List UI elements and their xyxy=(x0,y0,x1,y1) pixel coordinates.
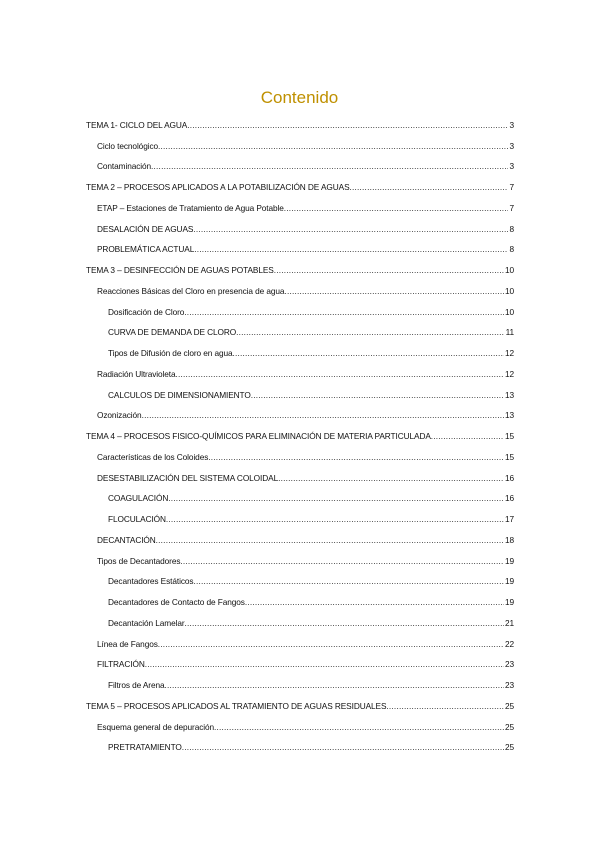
toc-dot-leader xyxy=(233,348,504,362)
toc-entry-page-number[interactable]: 11 xyxy=(505,327,514,338)
toc-entry[interactable] xyxy=(86,445,514,466)
toc-entry[interactable] xyxy=(86,632,514,653)
toc-entry-page-number[interactable]: 25 xyxy=(504,721,514,732)
toc-entry-label[interactable]: TEMA 3 – DESINFECCIÓN DE AGUAS POTABLES xyxy=(86,265,274,275)
toc-dot-leader xyxy=(236,327,504,341)
toc-entry-label[interactable]: Reacciones Básicas del Cloro en presencia de agua xyxy=(97,285,285,296)
toc-dot-leader xyxy=(194,244,508,258)
toc-entry-label[interactable]: Decantadores de Contacto de Fangos xyxy=(108,597,245,607)
toc-entry-page-number[interactable]: 12 xyxy=(504,368,514,379)
toc-entry-page-number[interactable]: 12 xyxy=(504,348,514,358)
toc-dot-leader xyxy=(180,556,504,570)
toc-entry-label[interactable]: Radiación Ultravioleta xyxy=(97,368,176,379)
toc-entry[interactable] xyxy=(86,404,514,425)
toc-entry[interactable] xyxy=(86,715,514,736)
toc-title: Contenido xyxy=(260,88,339,107)
toc-dot-leader xyxy=(158,141,508,155)
toc-entry-page-number[interactable]: 8 xyxy=(509,223,514,234)
toc-entry[interactable] xyxy=(86,673,514,694)
toc-entry-page-number[interactable]: 10 xyxy=(504,306,514,317)
toc-dot-leader xyxy=(193,576,504,590)
toc-entry[interactable] xyxy=(86,155,514,176)
toc-entry-page-number[interactable]: 15 xyxy=(504,431,514,441)
toc-entry-label[interactable]: ETAP – Estaciones de Tratamiento de Agua Potable xyxy=(97,202,284,213)
toc-dot-leader xyxy=(145,659,504,673)
toc-entry-label[interactable]: TEMA 2 – PROCESOS APLICADOS A LA POTABILIZACIÓN DE AGUAS xyxy=(86,182,350,192)
toc-entry-label[interactable]: Esquema general de depuración xyxy=(97,721,215,732)
toc-dot-leader xyxy=(193,224,508,238)
toc-dot-leader xyxy=(156,535,504,549)
toc-dot-leader xyxy=(151,161,508,175)
toc-dot-leader xyxy=(278,473,504,487)
toc-dot-leader xyxy=(158,639,504,653)
toc-entry-page-number[interactable]: 13 xyxy=(504,410,514,421)
toc-dot-leader xyxy=(184,307,504,321)
toc-entry-label[interactable]: Contaminación xyxy=(97,161,152,172)
toc-entry-label[interactable]: TEMA 1- CICLO DEL AGUA xyxy=(86,119,188,130)
toc-entry-label[interactable]: DESALACIÓN DE AGUAS xyxy=(97,223,194,234)
toc-entry[interactable] xyxy=(86,258,514,279)
toc-entry-label[interactable]: Tipos de Decantadores xyxy=(97,555,181,566)
toc-entry-page-number[interactable]: 16 xyxy=(504,493,514,504)
toc-entry[interactable] xyxy=(86,528,514,549)
toc-entry[interactable] xyxy=(86,217,514,238)
toc-entry-label[interactable]: Características de los Coloides xyxy=(97,451,209,462)
toc-entry-page-number[interactable]: 19 xyxy=(504,576,514,587)
toc-dot-leader xyxy=(284,203,509,217)
toc-entry[interactable] xyxy=(86,300,514,321)
toc-dot-leader xyxy=(142,410,504,424)
toc-entry[interactable] xyxy=(86,507,514,528)
toc-entry-page-number[interactable]: 23 xyxy=(504,680,514,690)
toc-entry-page-number[interactable]: 7 xyxy=(509,182,514,192)
toc-dot-leader xyxy=(214,722,504,736)
toc-entry[interactable] xyxy=(86,653,514,674)
toc-entry-label[interactable]: TEMA 5 – PROCESOS APLICADOS AL TRATAMIENTO DE AGUAS RESIDUALES xyxy=(86,700,387,711)
toc-entry-label[interactable]: Ciclo tecnológico xyxy=(97,140,159,151)
toc-entry[interactable] xyxy=(86,424,514,445)
table-of-contents xyxy=(86,113,514,756)
toc-entry[interactable] xyxy=(86,549,514,570)
toc-entry-label[interactable]: CALCULOS DE DIMENSIONAMIENTO xyxy=(108,389,251,400)
toc-entry[interactable] xyxy=(86,238,514,259)
toc-entry-label[interactable]: Línea de Fangos xyxy=(97,638,158,649)
toc-entry-label[interactable]: TEMA 4 – PROCESOS FISICO-QUÍMICOS PARA ELIMINACIÓN DE MATERIA PARTICULADA xyxy=(86,431,431,441)
toc-dot-leader xyxy=(168,493,504,507)
toc-entry-page-number[interactable]: 19 xyxy=(504,597,514,607)
toc-entry-label[interactable]: FLOCULACIÓN xyxy=(108,514,166,524)
toc-dot-leader xyxy=(274,265,504,279)
toc-entry-label[interactable]: Decantadores Estáticos xyxy=(108,576,194,587)
toc-entry-label[interactable]: Decantación Lamelar xyxy=(108,617,185,628)
toc-dot-leader xyxy=(187,120,508,134)
toc-entry[interactable] xyxy=(86,736,514,757)
toc-dot-leader xyxy=(431,431,504,445)
toc-dot-leader xyxy=(176,369,504,383)
toc-entry-label[interactable]: Ozonización xyxy=(97,410,142,421)
toc-entry-page-number[interactable]: 3 xyxy=(509,140,514,151)
toc-entry-page-number[interactable]: 10 xyxy=(504,265,514,275)
toc-entry[interactable] xyxy=(86,175,514,196)
toc-entry-label[interactable]: Dosificación de Cloro xyxy=(108,306,185,317)
toc-entry-page-number[interactable]: 25 xyxy=(504,700,514,711)
toc-dot-leader xyxy=(182,742,504,756)
toc-entry-page-number[interactable]: 13 xyxy=(504,389,514,400)
toc-entry[interactable] xyxy=(86,590,514,611)
toc-entry-page-number[interactable]: 16 xyxy=(504,472,514,483)
toc-entry[interactable] xyxy=(86,196,514,217)
toc-entry[interactable] xyxy=(86,362,514,383)
toc-entry-label[interactable]: DESESTABILIZACIÓN DEL SISTEMA COLOIDAL xyxy=(97,472,279,483)
toc-entry[interactable] xyxy=(86,321,514,342)
toc-entry-page-number[interactable]: 3 xyxy=(509,161,514,172)
toc-entry-page-number[interactable]: 19 xyxy=(504,555,514,566)
toc-dot-leader xyxy=(251,390,504,404)
toc-entry[interactable] xyxy=(86,383,514,404)
toc-entry-label[interactable]: CURVA DE DEMANDA DE CLORO xyxy=(108,327,237,338)
toc-entry-page-number[interactable]: 15 xyxy=(504,451,514,462)
toc-entry[interactable] xyxy=(86,570,514,591)
toc-entry[interactable] xyxy=(86,611,514,632)
toc-entry-page-number[interactable]: 25 xyxy=(504,742,514,753)
toc-entry[interactable] xyxy=(86,134,514,155)
toc-entry-page-number[interactable]: 8 xyxy=(509,244,514,255)
toc-entry-label[interactable]: Tipos de Difusión de cloro en agua xyxy=(108,348,233,358)
toc-entry[interactable] xyxy=(86,341,514,362)
toc-entry-label[interactable]: Filtros de Arena xyxy=(108,680,165,690)
toc-entry-page-number[interactable]: 17 xyxy=(504,514,514,524)
toc-entry[interactable] xyxy=(86,113,514,134)
toc-entry-label[interactable]: FILTRACIÓN xyxy=(97,659,145,670)
toc-entry[interactable] xyxy=(86,279,514,300)
toc-dot-leader xyxy=(208,452,504,466)
toc-dot-leader xyxy=(350,182,509,196)
toc-entry-page-number[interactable]: 18 xyxy=(504,534,514,545)
toc-entry-label[interactable]: PROBLEMÁTICA ACTUAL xyxy=(97,244,195,255)
toc-entry-page-number[interactable]: 22 xyxy=(504,638,514,649)
toc-entry[interactable] xyxy=(86,466,514,487)
toc-entry-label[interactable]: DECANTACIÓN xyxy=(97,534,156,545)
toc-entry-page-number[interactable]: 3 xyxy=(509,119,514,130)
toc-entry[interactable] xyxy=(86,694,514,715)
toc-dot-leader xyxy=(386,701,504,715)
toc-entry-page-number[interactable]: 10 xyxy=(504,285,514,296)
toc-dot-leader xyxy=(245,597,504,611)
toc-entry-page-number[interactable]: 23 xyxy=(504,659,514,670)
toc-entry-page-number[interactable]: 21 xyxy=(504,617,514,628)
toc-dot-leader xyxy=(166,514,504,528)
toc-entry[interactable] xyxy=(86,487,514,508)
toc-dot-leader xyxy=(185,618,504,632)
toc-entry-label[interactable]: PRETRATAMIENTO xyxy=(108,742,182,753)
toc-entry-page-number[interactable]: 7 xyxy=(509,202,514,213)
toc-dot-leader xyxy=(284,286,504,300)
toc-entry-label[interactable]: COAGULACIÓN xyxy=(108,493,169,504)
toc-dot-leader xyxy=(165,680,504,694)
